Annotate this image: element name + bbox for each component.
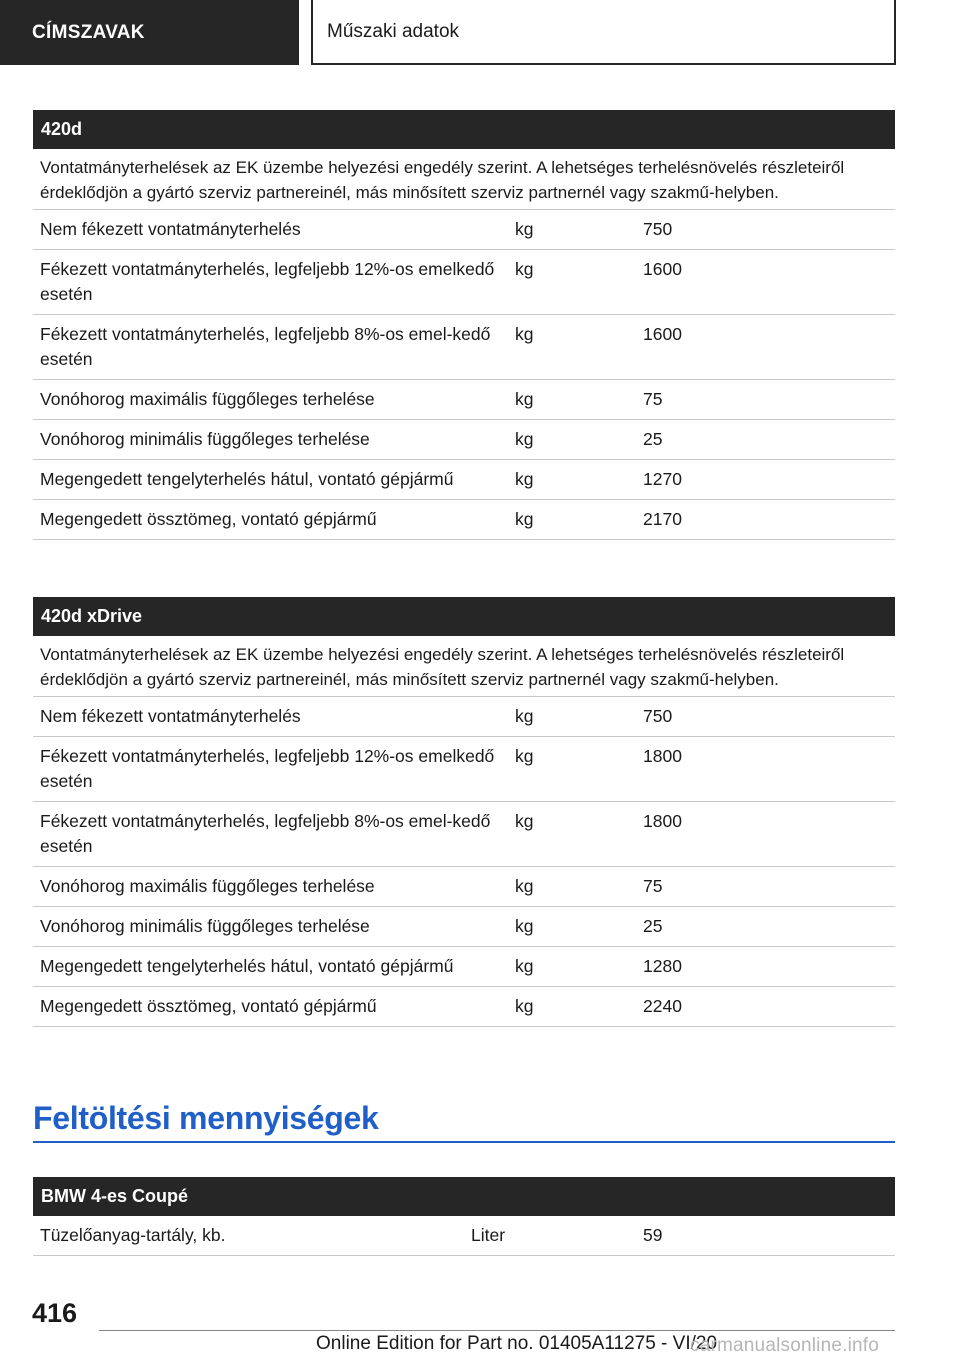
table-row — [33, 987, 895, 1027]
table-row — [33, 947, 895, 987]
spec-table-420d-xdrive — [33, 597, 895, 1027]
row-value: 75 — [643, 389, 663, 409]
table-row — [33, 697, 895, 737]
table-description: Vontatmányterhelések az EK üzembe helyezési engedély szerint. A lehetséges terhelésnövelés részleteiről érdeklődjön a gyártó szerviz partnereinél, más minősített szerviz partnernél vagy szakmű-helyben. — [33, 636, 895, 697]
row-value: 1280 — [643, 956, 682, 976]
table-title: 420d — [41, 119, 83, 139]
row-unit: kg — [515, 389, 534, 409]
table-row — [33, 867, 895, 907]
row-value: 1800 — [643, 811, 682, 831]
row-value: 750 — [643, 706, 673, 726]
row-value: 25 — [643, 916, 663, 936]
row-unit: kg — [515, 811, 534, 831]
chapter-title-box — [311, 0, 896, 65]
page-number: 416 — [32, 1298, 78, 1328]
row-label: Fékezett vontatmányterhelés, legfeljebb 8%-os emel-kedő esetén — [40, 324, 491, 369]
row-label: Vonóhorog maximális függőleges terhelése — [40, 876, 375, 896]
table-row — [33, 1216, 895, 1256]
row-unit: kg — [515, 429, 534, 449]
row-label: Fékezett vontatmányterhelés, legfeljebb 8%-os emel-kedő esetén — [40, 811, 491, 856]
row-label: Nem fékezett vontatmányterhelés — [40, 706, 301, 726]
row-value: 1800 — [643, 746, 682, 766]
spec-table-fuel — [33, 1177, 895, 1256]
table-header — [33, 110, 895, 149]
row-unit: kg — [515, 996, 534, 1016]
row-label: Fékezett vontatmányterhelés, legfeljebb 12%-os emelkedő esetén — [40, 746, 495, 791]
row-value: 75 — [643, 876, 663, 896]
row-label: Tüzelőanyag-tartály, kb. — [40, 1225, 226, 1245]
section-tab[interactable] — [0, 0, 299, 65]
row-unit: kg — [515, 916, 534, 936]
row-unit: kg — [515, 876, 534, 896]
table-row — [33, 500, 895, 540]
row-unit: kg — [515, 469, 534, 489]
row-unit: kg — [515, 259, 534, 279]
table-row — [33, 420, 895, 460]
row-value: 750 — [643, 219, 673, 239]
watermark-logo: carmanualsonline.info — [690, 1335, 880, 1356]
table-row — [33, 210, 895, 250]
table-row — [33, 460, 895, 500]
table-row — [33, 250, 895, 315]
table-title: BMW 4-es Coupé — [41, 1186, 189, 1206]
footer-edition: Online Edition for Part no. 01405A11275 - VI/20 — [316, 1333, 718, 1354]
row-value: 1270 — [643, 469, 682, 489]
row-value: 2170 — [643, 509, 682, 529]
row-label: Vonóhorog minimális függőleges terhelése — [40, 916, 370, 936]
table-title: 420d xDrive — [41, 606, 143, 626]
row-unit: Liter — [471, 1225, 506, 1245]
row-label: Megengedett tengelyterhelés hátul, vontató gépjármű — [40, 956, 454, 976]
table-row — [33, 737, 895, 802]
row-unit: kg — [515, 706, 534, 726]
row-label: Nem fékezett vontatmányterhelés — [40, 219, 301, 239]
table-header — [33, 597, 895, 636]
row-unit: kg — [515, 324, 534, 344]
row-label: Megengedett tengelyterhelés hátul, vontató gépjármű — [40, 469, 454, 489]
row-unit: kg — [515, 219, 534, 239]
table-description: Vontatmányterhelések az EK üzembe helyezési engedély szerint. A lehetséges terhelésnövelés részleteiről érdeklődjön a gyártó szerviz partnereinél, más minősített szerviz partnernél vagy szakmű-helyben. — [33, 149, 895, 210]
table-header — [33, 1177, 895, 1216]
row-unit: kg — [515, 509, 534, 529]
row-value: 1600 — [643, 259, 682, 279]
row-value: 2240 — [643, 996, 682, 1016]
row-label: Fékezett vontatmányterhelés, legfeljebb 12%-os emelkedő esetén — [40, 259, 495, 304]
row-value: 1600 — [643, 324, 682, 344]
table-row — [33, 802, 895, 867]
table-row — [33, 907, 895, 947]
row-label: Megengedett össztömeg, vontató gépjármű — [40, 509, 377, 529]
row-value: 59 — [643, 1225, 663, 1245]
row-label: Vonóhorog maximális függőleges terhelése — [40, 389, 375, 409]
footer-divider — [99, 1330, 895, 1331]
fill-quantities-heading: Feltöltési mennyiségek — [33, 1098, 895, 1143]
section-tab-label: CÍMSZAVAK — [32, 21, 145, 43]
row-label: Megengedett össztömeg, vontató gépjármű — [40, 996, 377, 1016]
table-row — [33, 315, 895, 380]
row-unit: kg — [515, 956, 534, 976]
row-label: Vonóhorog minimális függőleges terhelése — [40, 429, 370, 449]
row-unit: kg — [515, 746, 534, 766]
chapter-title: Műszaki adatok — [327, 20, 460, 42]
spec-table-420d — [33, 110, 895, 540]
row-value: 25 — [643, 429, 663, 449]
table-row — [33, 380, 895, 420]
